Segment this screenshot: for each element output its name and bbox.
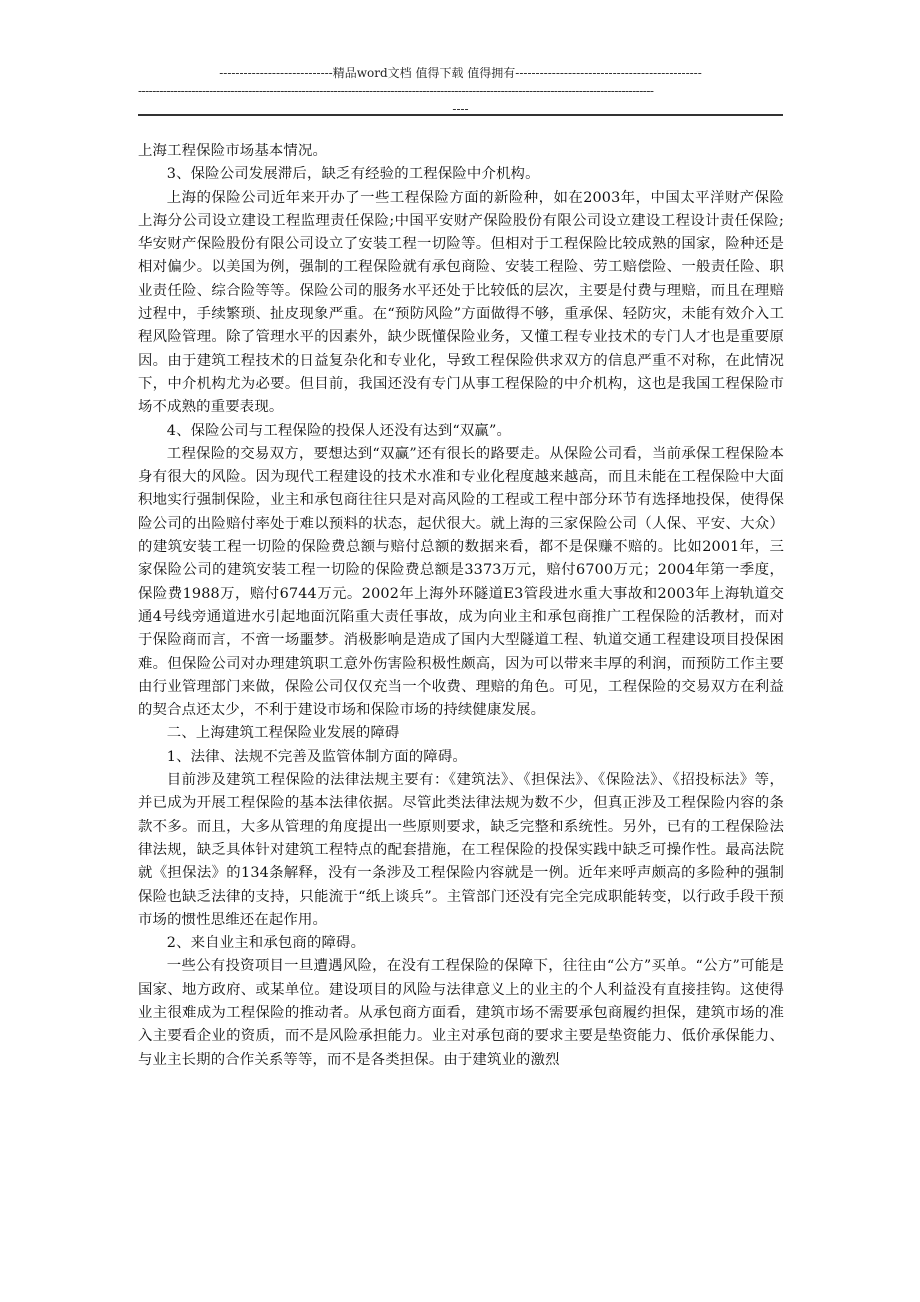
- paragraph: 3、保险公司发展滞后，缺乏有经验的工程保险中介机构。: [166, 166, 540, 183]
- paragraph: 1、法律、法规不完善及监管体制方面的障碍。: [166, 748, 467, 765]
- page-header: [138, 64, 783, 118]
- header-line-3: ----: [452, 102, 469, 116]
- paragraph: 2、来自业主和承包商的障碍。: [166, 935, 366, 952]
- document-body: [138, 140, 784, 1072]
- paragraph: 一些公有投资项目一旦遭遇风险，在没有工程保险的保障下，往往由“公方”买单。“公方”可能是国家、地方政府、或某单位。建设项目的风险与法律意义上的业主的个人利益没有直接挂钩。这使得业主很难成为工程保险的推动者。从承包商方面看，建筑市场不需要承包商履约担保，建筑市场的准入主要看企业的资质，而不是风险承担能力。业主对承包商的要求主要是垫资能力、低价承保能力、与业主长期的合作关系等等，而不是各类担保。由于建筑业的激烈: [138, 958, 784, 1068]
- paragraph: 上海的保险公司近年来开办了一些工程保险方面的新险种，如在2003年，中国太平洋财产保险上海分公司设立建设工程监理责任保险;中国平安财产保险股份有限公司设立建设工程设计责任保险;华安财产保险股份有限公司设立了安装工程一切险等。但相对于工程保险比较成熟的国家，险种还是相对偏少。以美国为例，强制的工程保险就有承包商险、安装工程险、劳工赔偿险、一般责任险、职业责任险、综合险等等。保险公司的服务水平还处于比较低的层次，主要是付费与理赔，而且在理赔过程中，手续繁琐、扯皮现象严重。在“预防风险”方面做得不够，重承保、轻防灾，未能有效介入工程风险管理。除了管理水平的因素外，缺少既懂保险业务，又懂工程专业技术的专门人才也是重要原因。由于建筑工程技术的日益复杂化和专业化，导致工程保险供求双方的信息严重不对称，在此情况下，中介机构尤为必要。但目前，我国还没有专门从事工程保险的中介机构，这也是我国工程保险市场不成熟的重要表现。: [138, 189, 784, 416]
- header-line-1: ----------------------------精品word文档 值得下载 值得拥有----------------------------------------------: [219, 66, 702, 80]
- paragraph: 4、保险公司与工程保险的投保人还没有达到“双赢”。: [166, 422, 512, 439]
- paragraph: 二、上海建筑工程保险业发展的障碍: [166, 725, 400, 742]
- paragraph: 上海工程保险市场基本情况。: [138, 143, 328, 159]
- header-rule: [138, 114, 783, 116]
- paragraph: 工程保险的交易双方，要想达到“双赢”还有很长的路要走。从保险公司看，当前承保工程保险本身有很大的风险。因为现代工程建设的技术水准和专业化程度越来越高，而且未能在工程保险中大面积地实行强制保险，业主和承包商往往只是对高风险的工程或工程中部分环节有选择地投保，使得保险公司的出险赔付率处于难以预料的状态，起伏很大。就上海的三家保险公司（人保、平安、大众）的建筑安装工程一切险的保险费总额与赔付总额的数据来看，都不是保赚不赔的。比如2001年，三家保险公司的建筑安装工程一切险的保险费总额是3373万元，赔付6700万元；2004年第一季度，保险费1988万，赔付6744万元。2002年上海外环隧道E3管段进水重大事故和2003年上海轨道交通4号线旁通道进水引起地面沉陷重大责任事故，成为向业主和承包商推广工程保险的活教材，而对于保险商而言，不啻一场噩梦。消极影响是造成了国内大型隧道工程、轨道交通工程建设项目投保困难。但保险公司对办理建筑职工意外伤害险积极性颇高，因为可以带来丰厚的利润，而预防工作主要由行业管理部门来做，保险公司仅仅充当一个收费、理赔的角色。可见，工程保险的交易双方在利益的契合点还太少，不利于建设市场和保险市场的持续健康发展。: [138, 445, 784, 719]
- paragraph: 目前涉及建筑工程保险的法律法规主要有：《建筑法》、《担保法》、《保险法》、《招投标法》等，并已成为开展工程保险的基本法律依据。尽管此类法律法规为数不少，但真正涉及工程保险内容的条款不多。而且，大多从管理的角度提出一些原则要求，缺乏完整和系统性。另外，已有的工程保险法律法规，缺乏具体针对建筑工程特点的配套措施，在工程保险的投保实践中缺乏可操作性。最高法院就《担保法》的134条解释，没有一条涉及工程保险内容就是一例。近年来呼声颇高的多险种的强制保险也缺乏法律的支持，只能流于“纸上谈兵”。主管部门还没有完全完成职能转变，以行政手段干预市场的惯性思维还在起作用。: [138, 772, 784, 928]
- header-line-2: -------------------------------------------------------------------------------------------------------------------------------------------------: [138, 84, 654, 98]
